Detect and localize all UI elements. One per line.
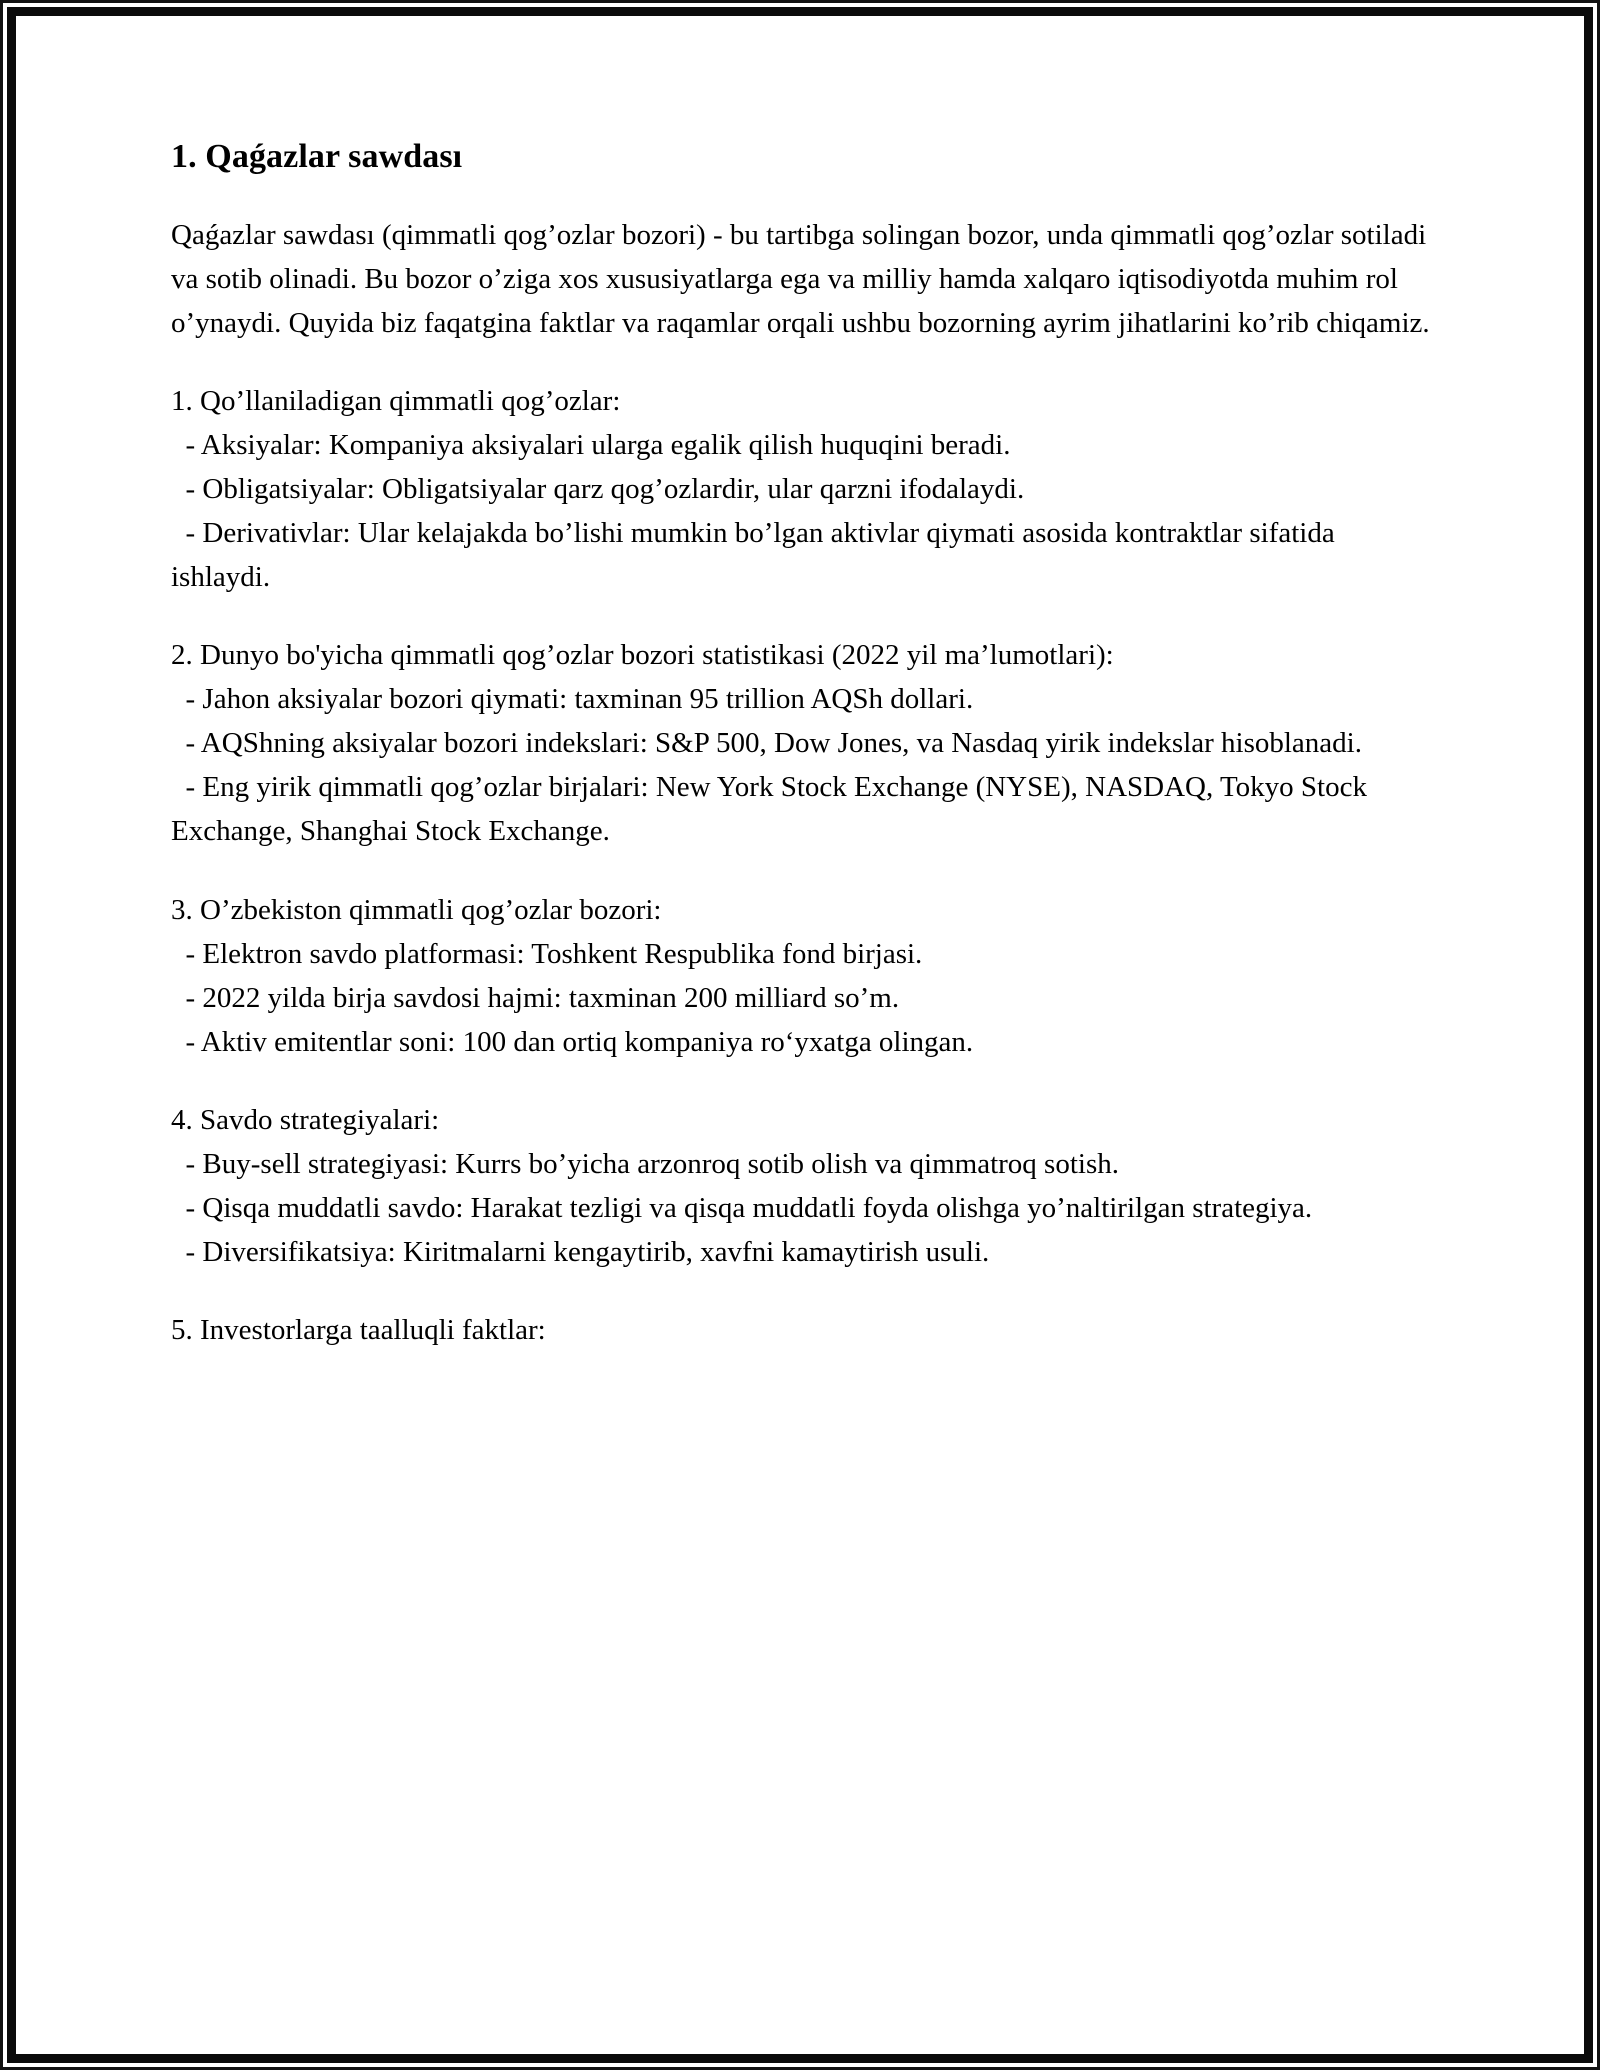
section-3-item-1: - Elektron savdo platformasi: Toshkent Respublika fond birjasi. <box>171 937 923 970</box>
section-2-item-3: - Eng yirik qimmatli qog’ozlar birjalari: New York Stock Exchange (NYSE), NASDAQ, Tokyo Stock Exchange, Shanghai Stock Exchange. <box>171 771 1375 848</box>
section-1 <box>171 379 1434 599</box>
section-2-item-2: - AQShning aksiyalar bozori indekslari: S&P 500, Dow Jones, va Nasdaq yirik indekslar hisoblanadi. <box>171 727 1362 760</box>
section-2 <box>171 633 1434 853</box>
section-4-item-2: - Qisqa muddatli savdo: Harakat tezligi va qisqa muddatli foyda olishga yo’naltirilgan strategiya. <box>171 1191 1313 1224</box>
section-1-item-3: - Derivativlar: Ular kelajakda bo’lishi mumkin bo’lgan aktivlar qiymati asosida kontraktlar sifatida ishlaydi. <box>171 516 1342 594</box>
section-5 <box>171 1308 1434 1352</box>
page-inner-frame <box>7 7 1593 2063</box>
section-4-heading: 4. Savdo strategiyalari: <box>171 1103 440 1136</box>
section-2-heading: 2. Dunyo bo'yicha qimmatli qog’ozlar bozori statistikasi (2022 yil ma’lumotlari): <box>171 639 1114 672</box>
section-2-item-1: - Jahon aksiyalar bozori qiymati: taxminan 95 trillion AQSh dollari. <box>171 683 974 716</box>
section-4 <box>171 1098 1434 1274</box>
section-1-item-1: - Aksiyalar: Kompaniya aksiyalari ularga egalik qilish huquqini beradi. <box>171 428 1011 461</box>
page-title: 1. Qaǵazlar sawdası <box>171 138 463 175</box>
section-4-item-1: - Buy-sell strategiyasi: Kurrs bo’yicha arzonroq sotib olish va qimmatroq sotish. <box>171 1147 1119 1180</box>
document-body <box>16 16 1584 2054</box>
section-4-item-3: - Diversifikatsiya: Kiritmalarni kengaytirib, xavfni kamaytirish usuli. <box>171 1236 990 1269</box>
section-3-item-3: - Aktiv emitentlar soni: 100 dan ortiq kompaniya roʻyxatga olingan. <box>171 1025 974 1058</box>
section-3 <box>171 888 1434 1064</box>
intro-paragraph: Qaǵazlar sawdası (qimmatli qog’ozlar bozori) - bu tartibga solingan bozor, unda qimmatli qog’ozlar sotiladi va sotib olinadi. Bu bozor o’ziga xos xususiyatlarga ega va milliy hamda xalqaro iqtisodiyotda muhim rol o’ynaydi. Quyida biz faqatgina faktlar va raqamlar orqali ushbu bozorning ayrim jihatlarini ko’rib chiqamiz. <box>171 218 1434 339</box>
section-3-heading: 3. O’zbekiston qimmatli qog’ozlar bozori: <box>171 893 662 926</box>
section-1-heading: 1. Qo’llaniladigan qimmatli qog’ozlar: <box>171 384 621 417</box>
section-1-item-2: - Obligatsiyalar: Obligatsiyalar qarz qog’ozlardir, ular qarzni ifodalaydi. <box>171 472 1025 505</box>
section-5-heading: 5. Investorlarga taalluqli faktlar: <box>171 1314 546 1347</box>
section-3-item-2: - 2022 yilda birja savdosi hajmi: taxminan 200 milliard so’m. <box>171 981 900 1014</box>
